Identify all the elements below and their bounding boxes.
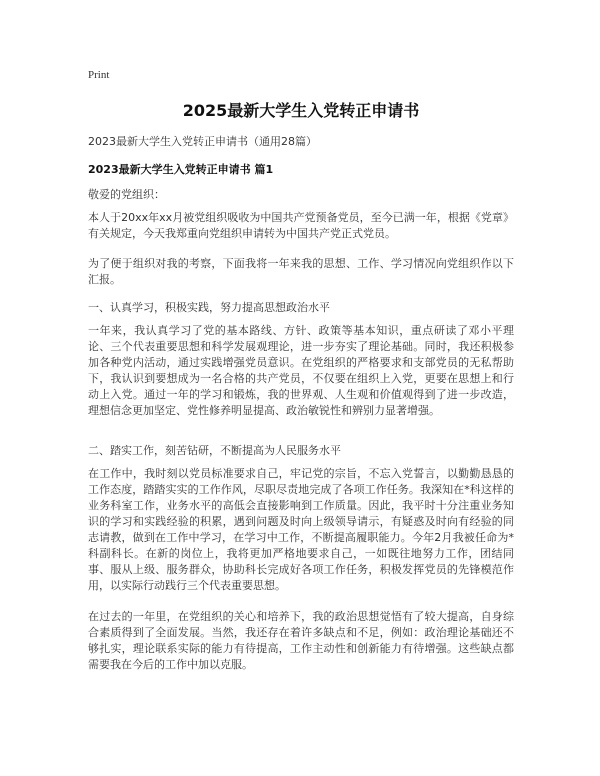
heading-study: 一、认真学习，积极实践，努力提高思想政治水平 (88, 301, 330, 314)
paragraph-intro: 本人于20xx年xx月被党组织吸收为中国共产党预备党员，至今已满一年，根据《党章》有关规定，今天我郑重向党组织申请转为中国共产党正式党员。 (88, 211, 514, 240)
paragraph-summary: 在过去的一年里，在党组织的关心和培养下，我的政治思想觉悟有了较大提高，自身综合素质得到了全面发展。当然，我还存在着许多缺点和不足，例如：政治理论基础还不够扎实，理论联系实际的能力有待提高，工作主动性和创新能力有待增强。这些缺点都需要我在今后的工作中加以克服。 (88, 610, 514, 671)
document-subtitle: 2023最新大学生入党转正申请书（通用28篇） (88, 135, 317, 148)
print-link[interactable]: Print (88, 69, 110, 81)
paragraph-study: 一年来，我认真学习了党的基本路线、方针、政策等基本知识，重点研读了邓小平理论、三个代表重要思想和科学发展观理论，进一步夯实了理论基础。同时，我还积极参加各种党内活动，通过实践增强党员意识。在党组织的严格要求和支部党员的无私帮助下，我认识到要想成为一名合格的共产党员，不仅要在组织上入党，更要在思想上和行动上入党。通过一年的学习和锻炼，我的世界观、人生观和价值观得到了进一步改造，理想信念更加坚定、党性修养明显提高、政治敏锐性和辨别力显著增强。 (88, 324, 514, 417)
heading-work: 二、踏实工作，刻苦钻研，不断提高为人民服务水平 (88, 444, 341, 457)
salutation: 敬爱的党组织： (88, 188, 165, 201)
paragraph-work: 在工作中，我时刻以党员标准要求自己，牢记党的宗旨，不忘入党誓言，以勤勤恳恳的工作态度，踏踏实实的工作作风，尽职尽责地完成了各项工作任务。我深知在*科这样的业务科室工作，业务水平的高低会直接影响到工作质量。因此，我平时十分注重业务知识的学习和实践经验的积累，遇到问题及时向上级领导请示，有疑惑及时向有经验的同志请教，做到在工作中学习，在学习中工作，不断提高履职能力。今年2月我被任命为*科副科长。在新的岗位上，我将更加严格地要求自己，一如既往地努力工作，团结同事、服从上级、服务群众，协助科长完成好各项工作任务，积极发挥党员的先锋模范作用，以实际行动践行三个代表重要思想。 (88, 467, 514, 592)
section-heading: 2023最新大学生入党转正申请书 篇1 (88, 163, 274, 176)
paragraph-report: 为了便于组织对我的考察，下面我将一年来我的思想、工作、学习情况向党组织作以下汇报。 (88, 257, 514, 286)
document-title: 2025最新大学生入党转正申请书 (182, 101, 420, 120)
